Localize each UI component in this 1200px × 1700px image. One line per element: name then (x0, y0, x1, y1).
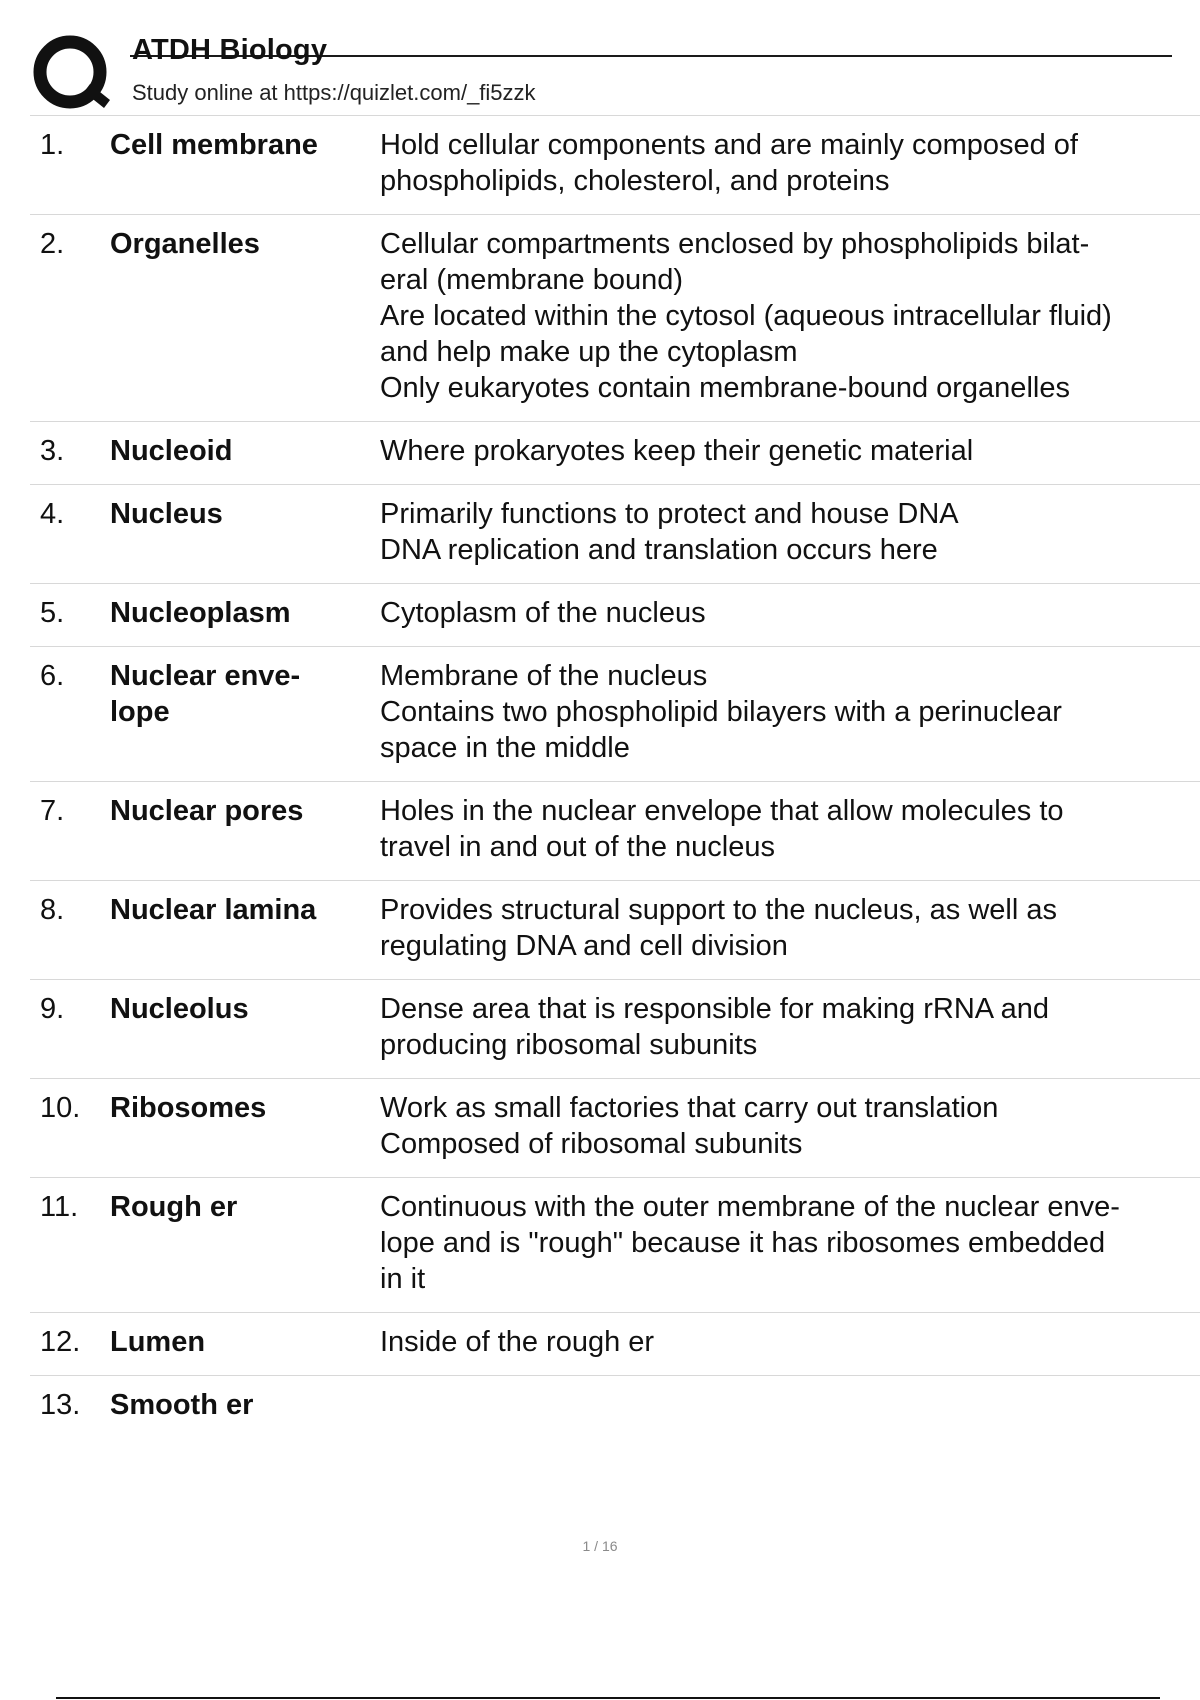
card-definition (380, 496, 1200, 568)
card-term-line: Rough er (110, 1191, 238, 1223)
card-definition (380, 127, 1200, 199)
card-definition-line: space in the middle (380, 732, 630, 764)
flashcard-row (30, 782, 1200, 881)
card-definition (380, 1387, 1200, 1423)
card-number: 13. (40, 1389, 81, 1421)
card-term (110, 991, 380, 1063)
card-number: 8. (40, 894, 65, 926)
document-header (30, 28, 1160, 114)
card-term-line: Ribosomes (110, 1092, 267, 1124)
card-definition-line: Primarily functions to protect and house DNA (380, 498, 959, 530)
flashcard-row (30, 485, 1200, 584)
card-term-line: Nuclear enve- (110, 660, 301, 692)
card-definition-line: Work as small factories that carry out translation (380, 1092, 999, 1124)
card-definition-line: Membrane of the nucleus (380, 660, 708, 692)
card-definition-line: Contains two phospholipid bilayers with a perinuclear (380, 696, 1062, 728)
card-definition-line: Cellular compartments enclosed by phospholipids bilat- (380, 228, 1090, 260)
card-definition (380, 1090, 1200, 1162)
footer-divider (56, 1697, 1160, 1699)
card-definition (380, 991, 1200, 1063)
card-definition-line: Hold cellular components and are mainly composed of (380, 129, 1078, 161)
card-term (110, 892, 380, 964)
card-number: 10. (40, 1092, 81, 1124)
flashcard-row (30, 1079, 1200, 1178)
card-definition (380, 1189, 1200, 1297)
card-definition-line: phospholipids, cholesterol, and proteins (380, 165, 890, 197)
card-definition (380, 892, 1200, 964)
card-number: 7. (40, 795, 65, 827)
card-term (110, 793, 380, 865)
card-definition-line: producing ribosomal subunits (380, 1029, 758, 1061)
card-number: 9. (40, 993, 65, 1025)
card-definition-line: and help make up the cytoplasm (380, 336, 798, 368)
flashcard-row (30, 1376, 1200, 1438)
card-number: 4. (40, 498, 65, 530)
page-number: 1 / 16 (582, 1538, 618, 1554)
card-term-line: Nuclear pores (110, 795, 304, 827)
card-definition-line: Dense area that is responsible for making rRNA and (380, 993, 1049, 1025)
card-definition-line: eral (membrane bound) (380, 264, 684, 296)
card-definition-line: Inside of the rough er (380, 1326, 655, 1358)
card-definition-line: Continuous with the outer membrane of the nuclear enve- (380, 1191, 1120, 1223)
card-definition (380, 433, 1200, 469)
card-definition-line: Only eukaryotes contain membrane-bound organelles (380, 372, 1070, 404)
card-definition-line: travel in and out of the nucleus (380, 831, 775, 863)
card-term-line: Organelles (110, 228, 260, 260)
card-term-line: Cell membrane (110, 129, 318, 161)
card-definition-line: Are located within the cytosol (aqueous intracellular fluid) (380, 300, 1112, 332)
card-number: 2. (40, 228, 65, 260)
card-definition-line: Composed of ribosomal subunits (380, 1128, 803, 1160)
flashcard-row (30, 980, 1200, 1079)
flashcard-row (30, 215, 1200, 422)
card-term (110, 226, 380, 406)
card-term-line: Lumen (110, 1326, 206, 1358)
card-definition (380, 793, 1200, 865)
flashcard-list (30, 116, 1200, 1438)
card-term-line: Nucleolus (110, 993, 249, 1025)
card-term (110, 658, 380, 766)
card-definition-line: regulating DNA and cell division (380, 930, 788, 962)
card-number: 5. (40, 597, 65, 629)
card-definition-line: in it (380, 1263, 426, 1295)
card-term-line: Smooth er (110, 1389, 254, 1421)
card-number: 3. (40, 435, 65, 467)
card-number: 11. (40, 1191, 79, 1223)
card-definition (380, 226, 1200, 406)
card-term-line: Nuclear lamina (110, 894, 317, 926)
card-number: 1. (40, 129, 65, 161)
card-term-line: Nucleoplasm (110, 597, 291, 629)
flashcard-row (30, 584, 1200, 647)
document-subtitle: Study online at https://quizlet.com/_fi5zzk (132, 80, 536, 105)
card-definition-line: Cytoplasm of the nucleus (380, 597, 706, 629)
card-term (110, 1090, 380, 1162)
flashcard-row (30, 1313, 1200, 1376)
flashcard-row (30, 422, 1200, 485)
card-definition (380, 658, 1200, 766)
flashcard-row (30, 881, 1200, 980)
card-term-line: lope (110, 696, 170, 728)
card-definition-line: Holes in the nuclear envelope that allow molecules to (380, 795, 1064, 827)
card-term (110, 433, 380, 469)
card-term (110, 496, 380, 568)
card-number: 12. (40, 1326, 81, 1358)
card-term (110, 127, 380, 199)
card-number: 6. (40, 660, 65, 692)
flashcard-row (30, 647, 1200, 782)
flashcard-row (30, 1178, 1200, 1313)
flashcard-row (30, 116, 1200, 215)
card-definition-line: Where prokaryotes keep their genetic material (380, 435, 974, 467)
card-definition (380, 1324, 1200, 1360)
card-term (110, 1189, 380, 1297)
card-definition-line: lope and is "rough" because it has ribosomes embedded (380, 1227, 1106, 1259)
card-term (110, 1387, 380, 1423)
card-term-line: Nucleus (110, 498, 223, 530)
card-definition-line: Provides structural support to the nucleus, as well as (380, 894, 1057, 926)
card-term (110, 595, 380, 631)
card-term (110, 1324, 380, 1360)
document-title: ATDH Biology (132, 34, 328, 66)
card-definition-line: DNA replication and translation occurs here (380, 534, 938, 566)
card-term-line: Nucleoid (110, 435, 233, 467)
card-definition (380, 595, 1200, 631)
